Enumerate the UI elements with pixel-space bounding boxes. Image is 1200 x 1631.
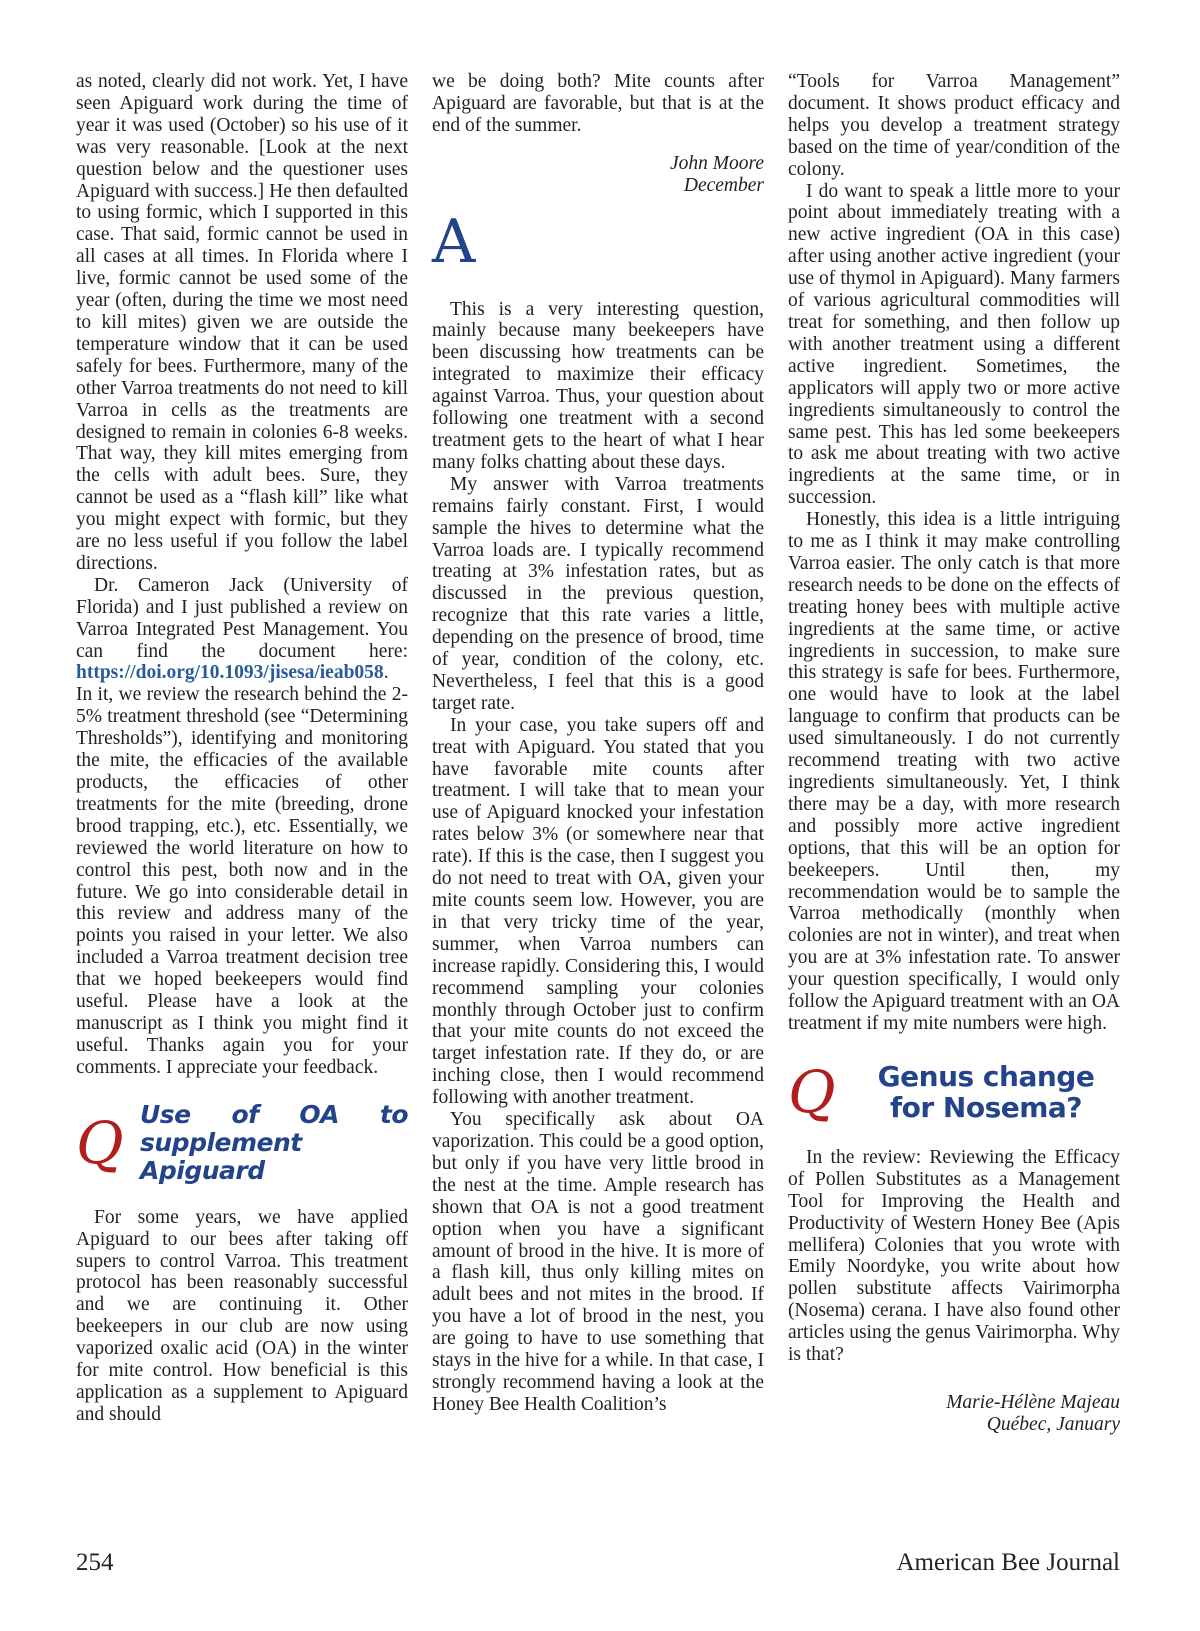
- body-paragraph: My answer with Varroa treatments remains fairly constant. First, I would sample the hives to determine what the Varroa loads are. I typically recommend treating at 3% infestation rates, but as discussed in the previous question, recognize that this rate varies a little, depending on the presence of brood, time of year, condition of the colony, etc. Nevertheless, I feel that this is a good target rate.: [432, 473, 764, 714]
- question-title: Use of OA to supplement Apiguard: [140, 1099, 408, 1185]
- column-3: [788, 71, 1120, 1436]
- body-paragraph: [76, 575, 408, 1079]
- signature-name: John Moore: [669, 152, 764, 174]
- body-paragraph: In the review: Reviewing the Efficacy of Pollen Substitutes as a Management Tool for Improving the Health and Productivity of Western Honey Bee (Apis mellifera) Colonies that you wrote with Emily Noordyke, you write about how pollen substitute affects Vairimorpha (Nosema) cerana. I have also found other articles using the genus Vairimorpha. Why is that?: [788, 1146, 1120, 1366]
- question-q-icon: Q: [76, 1108, 124, 1177]
- question-heading: [76, 1101, 408, 1185]
- column-1: [76, 71, 408, 1426]
- doi-link[interactable]: https://doi.org/10.1093/jisesa/ieab058: [76, 662, 384, 684]
- question-q-icon: Q: [788, 1057, 836, 1126]
- body-paragraph: This is a very interesting question, mainly because many beekeepers have been discussing how treatments can be integrated to maximize their efficacy against Varroa. Thus, your question about following one treatment with a second treatment gets to the heart of what I hear many folks chatting about these days.: [432, 298, 764, 473]
- body-paragraph: For some years, we have applied Apiguard to our bees after taking off supers to control Varroa. This treatment protocol has been reasonably successful and we are continuing it. Other beekeepers in our club are now using vaporized oxalic acid (OA) in the winter for mite control. How beneficial is this application as a supplement to Apiguard and should: [76, 1206, 408, 1425]
- body-paragraph: I do want to speak a little more to your point about immediately treating with a new active ingredient (OA in this case) after using another active ingredient (your use of thymol in Apiguard). Many farmers of various agricultural commodities will treat for something, and then follow up with another treatment using a different active ingredient. Sometimes, the applicators will apply two or more active ingredients simultaneously to control the same pest. This has led some beekeepers to ask me about treating with two active ingredients at the same time, or in succession.: [788, 180, 1120, 509]
- paragraph-text: Dr. Cameron Jack (University of Florida) and I just published a review on Varroa Integrated Pest Management. You can find the document here:: [76, 574, 408, 662]
- question-title: Genus change for Nosema?: [877, 1059, 1095, 1124]
- body-paragraph: You specifically ask about OA vaporization. This could be a good option, but only if you have very little brood in the nest at the time. Ample research has shown that OA is not a good treatment option when you have a significant amount of brood in the hive. It is more of a flash kill, thus only killing mites on adult bees and not mites in the brood. If you have a lot of brood in the nest, you are going to have to use something that stays in the hive for a while. In that case, I strongly recommend having a look at the Honey Bee Health Coalition’s: [432, 1109, 764, 1415]
- signature-place: December: [683, 174, 764, 196]
- journal-name: American Bee Journal: [896, 1549, 1120, 1576]
- body-paragraph: Honestly, this idea is a little intriguing to me as I think it may make controlling Varroa easier. The only catch is that more research needs to be done on the effects of treating honey bees with multiple active ingredients at the same time, or active ingredients in succession, to make sure this strategy is safe for bees. Furthermore, one would have to look at the label language to confirm that products can be used simultaneously. I do not currently recommend treating with two active ingredients simultaneously. Yet, I think there may be a day, with more research and possibly more active ingredient options, that this will be an option for beekeepers. Until then, my recommendation would be to sample the Varroa methodically (monthly when colonies are not in winter), and treat when you are at 3% infestation rate. To answer your question specifically, I would only follow the Apiguard treatment with an OA treatment if my mite numbers were high.: [788, 509, 1120, 1034]
- answer-a-icon: A: [432, 206, 476, 277]
- body-paragraph: as noted, clearly did not work. Yet, I have seen Apiguard work during the time of year it was used (October) so his use of it was very reasonable. [Look at the next question below and the questioner uses Apiguard with success.] He then defaulted to using formic, which I supported in this case. That said, formic cannot be used in all cases at all times. In Florida where I live, formic cannot be used some of the year (often, during the time we most need to kill mites) given we are outside the temperature window that it can be used safely for bees. Furthermore, many of the other Varroa treatments do not need to kill Varroa in cells as the treatments are designed to remain in colonies 6-8 weeks. That way, they kill mites emerging from the cells with adult bees. Sure, they cannot be used as a “flash kill” like what you might expect with formic, but they are no less useful if you follow the label directions.: [76, 71, 408, 574]
- body-paragraph: In your case, you take supers off and treat with Apiguard. You stated that you have favorable mite counts after treatment. I will take that to mean your use of Apiguard knocked your infestation rates below 3% (or somewhere near that rate). If this is the case, then I suggest you do not need to treat with OA, given your mite counts seem low. However, you are in that very tricky time of the year, summer, when Varroa numbers can increase rapidly. Considering this, I would recommend sampling your colonies monthly through October just to confirm that your mite counts do not exceed the target infestation rate. If they do, or are inching close, then I would recommend following with another treatment.: [432, 714, 764, 1109]
- column-2: [432, 71, 764, 1416]
- signature-name: Marie-Hélène Majeau: [946, 1391, 1120, 1413]
- question-heading: [788, 1057, 1120, 1126]
- body-paragraph: we be doing both? Mite counts after Apiguard are favorable, but that is at the end of the summer.: [432, 71, 764, 136]
- page-number: 254: [76, 1549, 114, 1576]
- paragraph-text: . In it, we review the research behind the 2-5% treatment threshold (see “Determining Thresholds”), identifying and monitoring the mite, the efficacies of the available products, the efficacies of other treatments for the mite (breeding, drone brood trapping, etc.), etc. Essentially, we reviewed the world literature on how to control this pest, both now and in the future. We go into considerable detail in this review and address many of the points you raised in your letter. We also included a Varroa treatment decision tree that we hoped beekeepers would find useful. Please have a look at the manuscript as I think you might find it useful. Thanks again you for your comments. I appreciate your feedback.: [76, 662, 408, 1078]
- body-paragraph: “Tools for Varroa Management” document. It shows product efficacy and helps you develop a treatment strategy based on the time of year/condition of the colony.: [788, 71, 1120, 180]
- signature-place: Québec, January: [986, 1413, 1120, 1435]
